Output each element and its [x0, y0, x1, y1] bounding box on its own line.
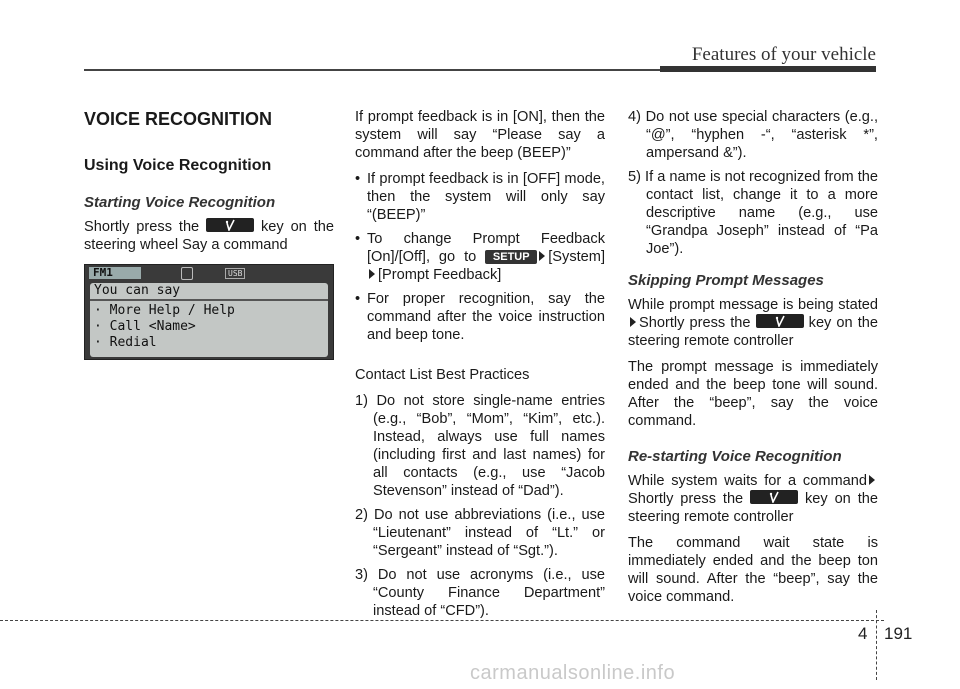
list-item: 5) If a name is not recognized from the contact list, change it to a more descriptive name (e.g., use “Grandpa Joseph” instead of “Pa Joe”).: [628, 169, 878, 257]
prompt-feedback-on-text: If prompt feedback is in [ON], then the system will say “Please say a command after the beep (BEEP)”: [355, 109, 605, 161]
voice-talk-key-icon: [206, 218, 254, 232]
column-2: [355, 108, 605, 626]
topic-title-starting: Starting Voice Recognition: [84, 194, 276, 211]
voice-talk-key-icon: [750, 490, 798, 504]
arrow-right-icon: [630, 317, 636, 327]
topic-title-restarting: Re-starting Voice Recognition: [628, 448, 842, 465]
arrow-right-icon: [539, 251, 545, 261]
change-feedback-text: To change Prompt Feedback [On]/[Off], go to: [367, 231, 605, 265]
column-3: [628, 108, 878, 614]
skipping-text-a: While prompt message is being stated: [628, 297, 878, 313]
bullet-proper-recognition: • For proper recognition, say the command after the voice instruction and beep tone.: [355, 290, 605, 344]
lcd-screen-image: [84, 264, 334, 360]
arrow-right-icon: [869, 475, 875, 485]
lcd-status-bar: [85, 265, 333, 281]
restarting-result: The command wait state is immediately ended and the beep ton will sound. After the “beep”, say the voice command.: [628, 535, 878, 605]
list-item: 3) Do not use acronyms (i.e., use “County Finance Department” instead of “CFD”).: [355, 567, 605, 619]
skipping-text-c: key on the steering remote controller: [628, 315, 878, 349]
restarting-text-c: key on the steering remote controller: [628, 491, 878, 525]
restarting-text-a: While system waits for a command: [628, 473, 867, 489]
voice-talk-key-icon: [756, 314, 804, 328]
lcd-line: You can say: [90, 283, 328, 301]
lcd-line: · Call <Name>: [94, 319, 196, 334]
starting-text-a: Shortly press the: [84, 219, 200, 235]
skipping-result: The prompt message is immediately ended and the beep tone will sound. After the “beep”, say the voice command.: [628, 359, 878, 429]
setup-key-icon: SETUP: [485, 250, 537, 264]
list-item: 4) Do not use special characters (e.g., “@”, “hyphen -“, “asterisk *”, ampersand &”).: [628, 109, 878, 161]
lcd-line: · Redial: [94, 335, 157, 350]
contact-list-title: Contact List Best Practices: [355, 367, 530, 383]
footer-separator: [876, 610, 877, 680]
header-rule-accent: [660, 66, 876, 72]
chapter-number: 4: [858, 624, 868, 643]
column-1: [84, 108, 334, 360]
restarting-instructions: [628, 472, 878, 526]
bluetooth-icon: [181, 267, 193, 280]
starting-instructions: [84, 218, 334, 254]
arrow-right-icon: [369, 269, 375, 279]
list-item: 1) Do not store single-name entries (e.g., “Bob”, “Mom”, “Kim”, etc.). Instead, always use full names (including first and last names) for all contacts (e.g., use “Jacob Stevenson” instead of “Dad”).: [355, 393, 605, 499]
topic-title-skipping: Skipping Prompt Messages: [628, 272, 824, 289]
lcd-usb: USB: [225, 268, 245, 279]
lcd-line: · More Help / Help: [94, 303, 235, 318]
section-title: VOICE RECOGNITION: [84, 109, 273, 129]
restarting-text-b: Shortly press the: [628, 491, 744, 507]
prompt-feedback-menu-text: [Prompt Feedback]: [378, 267, 502, 283]
header-title: Features of your vehicle: [691, 44, 876, 65]
starting-text-b: key on the steering wheel Say a command: [84, 219, 334, 253]
subsection-title: Using Voice Recognition: [84, 157, 272, 174]
lcd-band: FM1: [89, 267, 141, 279]
bullet-feedback-off: • If prompt feedback is in [OFF] mode, then the system will only say “(BEEP)”: [355, 170, 605, 224]
lcd-panel: [90, 283, 328, 357]
bullet-change-feedback: [355, 230, 605, 284]
watermark: carmanualsonline.info: [470, 662, 676, 684]
footer-rule: [0, 620, 884, 621]
system-menu-text: [System]: [548, 249, 605, 265]
page-number: 191: [884, 624, 913, 643]
skipping-instructions: [628, 296, 878, 350]
skipping-text-b: Shortly press the: [639, 315, 751, 331]
list-item: 2) Do not use abbreviations (i.e., use “Lieutenant” instead of “Lt.” or “Sergeant” instead of “Sgt.”).: [355, 507, 605, 559]
